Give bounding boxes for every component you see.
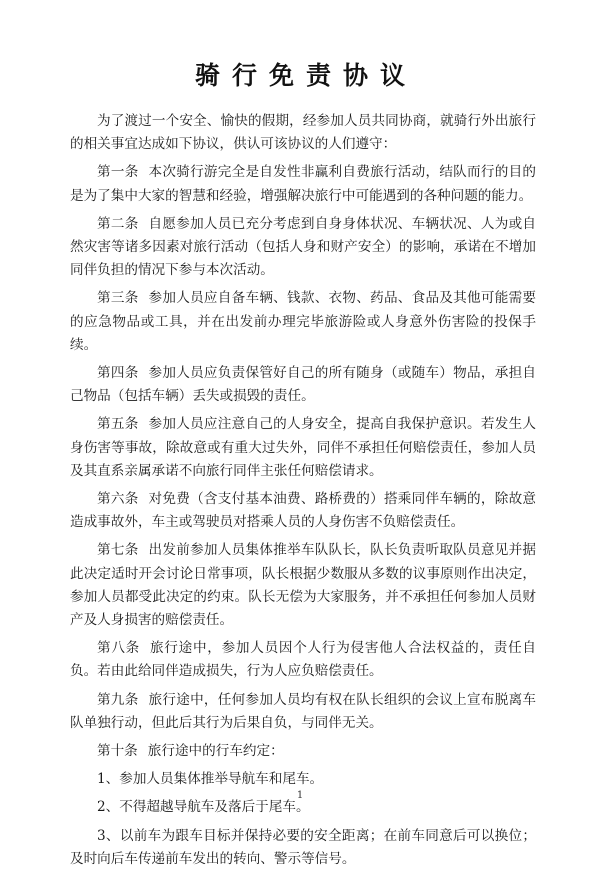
clause-paragraph: [70, 740, 536, 763]
clause-text: 对免费（含支付基本油费、路桥费的）搭乘同伴车辆的，除故意造成事故外，车主或驾驶员对搭乘人员的人身伤害不负赔偿责任。: [70, 491, 537, 531]
clause-label: 第十条: [97, 743, 138, 760]
clause-label: 第三条: [97, 290, 139, 307]
clause-paragraph: [70, 213, 536, 283]
clause-text: 旅行途中的行车约定：: [147, 743, 284, 760]
clause-text: 本次骑行游完全是自发性非赢利自费旅行活动，结队而行的目的是为了集中大家的智慧和经验，增强解决旅行中可能遇到的各种问题的能力。: [70, 164, 537, 204]
clause-label: 第九条: [97, 691, 139, 708]
intro-paragraph: 为了渡过一个安全、愉快的假期，经参加人员共同协商，就骑行外出旅行的相关事宜达成如下协议，供认可该协议的人们遵守：: [70, 113, 536, 153]
clause-text: 自愿参加人员已充分考虑到自身身体状况、车辆状况、人为或自然灾害等诸多因素对旅行活动（包括人身和财产安全）的影响，承诺在不增加同伴负担的情况下参与本次活动。: [70, 215, 537, 279]
clause-label: 第一条: [97, 164, 139, 181]
clause-paragraph: [70, 689, 536, 735]
clause-paragraph: [70, 637, 536, 683]
clause-label: 第七条: [97, 542, 139, 559]
page-number: 1: [296, 790, 304, 801]
document-body: [70, 110, 536, 876]
clause-paragraph: [70, 287, 536, 357]
clause-label: 第八条: [97, 640, 140, 657]
clause-label: 第四条: [97, 365, 139, 382]
clause-text: 旅行途中，任何参加人员均有权在队长组织的会议上宣布脱离车队单独行动，但此后其行为后果自负，与同伴无关。: [70, 691, 537, 731]
document-title: 骑行免责协议: [194, 61, 417, 90]
clause-text: 出发前参加人员集体推举车队队长，队长负责听取队员意见并据此决定适时开会讨论日常事项，队长根据少数服从多数的议事原则作出决定，参加人员都受此决定的约束。队长无偿为大家服务，并不承担任何参加人员财产及人身损害的赔偿责任。: [70, 542, 537, 629]
clause-text: 旅行途中，参加人员因个人行为侵害他人合法权益的，责任自负。若由此给同伴造成损失，行为人应负赔偿责任。: [70, 640, 537, 680]
clause-label: 第六条: [97, 491, 139, 508]
clause-text: 参加人员应注意自己的人身安全，提高自我保护意识。若发生人身伤害等事故，除故意或有重大过失外，同伴不承担任何赔偿责任，参加人员及其直系亲属承诺不向旅行同伴主张任何赔偿请求。: [70, 416, 537, 479]
clause-label: 第二条: [97, 215, 139, 232]
list-item: 1、参加人员集体推举导航车和尾车。: [97, 771, 324, 788]
clause-paragraph: [70, 539, 536, 632]
clause-paragraph: [70, 413, 536, 483]
clause-paragraph: [70, 488, 536, 534]
clause-paragraph: [70, 362, 536, 408]
clause-text: 参加人员应自备车辆、钱款、衣物、药品、食品及其他可能需要的应急物品或工具，并在出发前办理完毕旅游险或人身意外伤害险的投保手续。: [70, 290, 537, 353]
clause-paragraph: [70, 161, 536, 207]
clause-text: 参加人员应负责保管好自己的所有随身（或随车）物品，承担自己物品（包括车辆）丢失或损毁的责任。: [70, 365, 537, 405]
clause-label: 第五条: [97, 416, 139, 433]
list-item: 3、以前车为跟车目标并保持必要的安全距离；在前车同意后可以换位；及时向后车传递前车发出的转向、警示等信号。: [70, 827, 536, 867]
list-item: 2、不得超越导航车及落后于尾车。: [97, 799, 310, 816]
